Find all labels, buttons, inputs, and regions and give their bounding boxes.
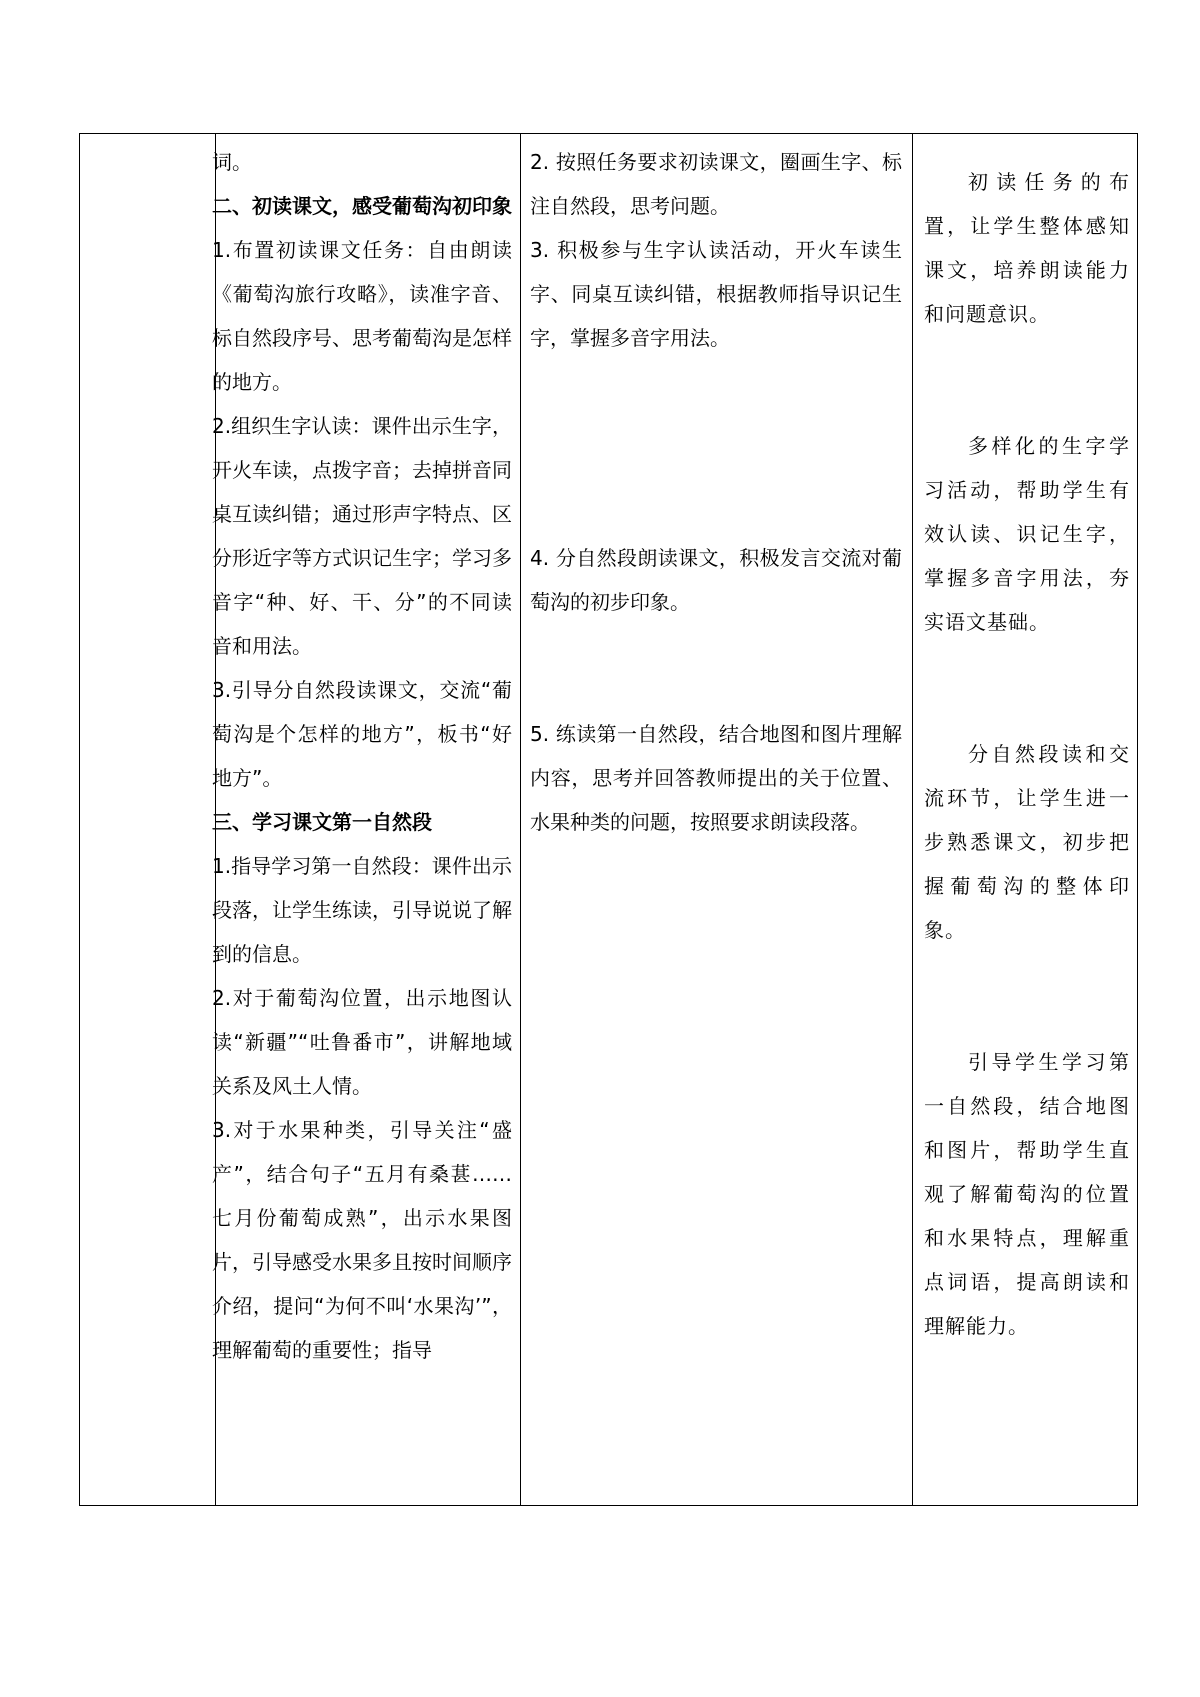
teaching-process-cell xyxy=(212,140,512,1372)
stage-cell xyxy=(80,134,214,1504)
process-paragraph: 词。 xyxy=(212,150,252,174)
design-intent: 引导学生学习第一自然段，结合地图和图片，帮助学生直观了解葡萄沟的位置和水果特点，理解重点词语，提高朗读和理解能力。 xyxy=(924,1050,1130,1338)
process-paragraph: 3.对于水果种类，引导关注“盛产”，结合句子“五月有桑葚……七月份葡萄成熟”，出示水果图片，引导感受水果多且按时间顺序介绍，提问“为何不叫‘水果沟’”，理解葡萄的重要性；指导 xyxy=(212,1118,512,1362)
section-heading: 二、初读课文，感受葡萄沟初印象 xyxy=(212,194,512,218)
column-divider-2 xyxy=(520,133,521,1506)
student-activity: 2. 按照任务要求初读课文，圈画生字、标注自然段，思考问题。 xyxy=(530,150,902,218)
student-activity-cell xyxy=(530,140,902,844)
process-paragraph: 3.引导分自然段读课文，交流“葡萄沟是个怎样的地方”，板书“好地方”。 xyxy=(212,678,512,790)
design-intent: 多样化的生字学习活动，帮助学生有效认读、识记生字，掌握多音字用法，夯实语文基础。 xyxy=(924,434,1130,634)
column-divider-3 xyxy=(912,133,913,1506)
student-activity: 4. 分自然段朗读课文，积极发言交流对葡萄沟的初步印象。 xyxy=(530,546,902,614)
process-paragraph: 1.布置初读课文任务：自由朗读《葡萄沟旅行攻略》，读准字音、标自然段序号、思考葡萄沟是怎样的地方。 xyxy=(212,238,512,394)
process-paragraph: 2.对于葡萄沟位置，出示地图认读“新疆”“吐鲁番市”，讲解地域关系及风土人情。 xyxy=(212,986,512,1098)
design-intent: 分自然段读和交流环节，让学生进一步熟悉课文，初步把握葡萄沟的整体印象。 xyxy=(924,742,1130,942)
design-intent: 初读任务的布置，让学生整体感知课文，培养朗读能力和问题意识。 xyxy=(924,170,1130,326)
student-activity: 3. 积极参与生字认读活动，开火车读生字、同桌互读纠错，根据教师指导识记生字，掌握多音字用法。 xyxy=(530,238,902,350)
table-bottom-border xyxy=(79,1505,1138,1506)
design-intent-cell xyxy=(924,160,1130,1348)
student-activity: 5. 练读第一自然段，结合地图和图片理解内容，思考并回答教师提出的关于位置、水果种类的问题，按照要求朗读段落。 xyxy=(530,722,902,834)
process-paragraph: 2.组织生字认读：课件出示生字，开火车读，点拨字音；去掉拼音同桌互读纠错；通过形声字特点、区分形近字等方式识记生字；学习多音字“种、好、干、分”的不同读音和用法。 xyxy=(212,414,512,658)
table-right-border xyxy=(1137,133,1138,1506)
process-paragraph: 1.指导学习第一自然段：课件出示段落，让学生练读，引导说说了解到的信息。 xyxy=(212,854,512,966)
section-heading: 三、学习课文第一自然段 xyxy=(212,810,432,834)
table-top-border xyxy=(79,133,1138,134)
